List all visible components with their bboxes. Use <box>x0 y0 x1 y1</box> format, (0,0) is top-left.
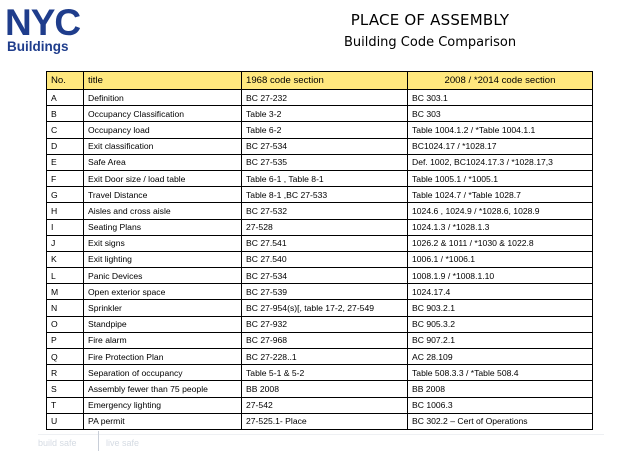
table-row <box>47 154 593 170</box>
row-title-cell: Definition <box>84 90 242 106</box>
row-1968-cell: 27-542 <box>242 397 408 413</box>
row-title-cell: Travel Distance <box>84 187 242 203</box>
table-row <box>47 90 593 106</box>
row-title-cell: Open exterior space <box>84 284 242 300</box>
row-2008-cell: Table 1024.7 / *Table 1028.7 <box>408 187 593 203</box>
table-row <box>47 268 593 284</box>
table-row <box>47 219 593 235</box>
row-no-cell: J <box>47 235 84 251</box>
column-header-2008-2014: 2008 / *2014 code section <box>408 72 593 90</box>
row-no-cell: K <box>47 251 84 267</box>
footer-right-text: live safe <box>106 438 140 448</box>
table-row <box>47 203 593 219</box>
row-title-cell: Assembly fewer than 75 people <box>84 381 242 397</box>
row-2008-cell: Table 1005.1 / *1005.1 <box>408 170 593 186</box>
footer-left-text: build safe <box>38 438 77 448</box>
row-no-cell: M <box>47 284 84 300</box>
row-2008-cell: BC 907.2.1 <box>408 332 593 348</box>
table-row <box>47 332 593 348</box>
row-title-cell: Standpipe <box>84 316 242 332</box>
row-no-cell: L <box>47 268 84 284</box>
row-no-cell: C <box>47 122 84 138</box>
row-no-cell: E <box>47 154 84 170</box>
row-1968-cell: BC 27-532 <box>242 203 408 219</box>
table-row <box>47 122 593 138</box>
row-2008-cell: BC 303 <box>408 106 593 122</box>
row-1968-cell: BC 27-534 <box>242 268 408 284</box>
row-1968-cell: BC 27.541 <box>242 235 408 251</box>
row-1968-cell: BC 27-534 <box>242 138 408 154</box>
column-header-title: title <box>84 72 242 90</box>
row-no-cell: A <box>47 90 84 106</box>
row-title-cell: Sprinkler <box>84 300 242 316</box>
table-row <box>47 187 593 203</box>
row-title-cell: Aisles and cross aisle <box>84 203 242 219</box>
row-title-cell: Occupancy load <box>84 122 242 138</box>
row-1968-cell: BC 27-539 <box>242 284 408 300</box>
table-row <box>47 170 593 186</box>
row-title-cell: Exit lighting <box>84 251 242 267</box>
row-title-cell: Separation of occupancy <box>84 365 242 381</box>
row-no-cell: B <box>47 106 84 122</box>
code-comparison-table <box>46 71 593 430</box>
row-1968-cell: BC 27-954(s)[, table 17-2, 27-549 <box>242 300 408 316</box>
row-2008-cell: BC 903.2.1 <box>408 300 593 316</box>
row-title-cell: PA permit <box>84 413 242 429</box>
row-2008-cell: Table 1004.1.2 / *Table 1004.1.1 <box>408 122 593 138</box>
row-1968-cell: 27-525.1- Place <box>242 413 408 429</box>
row-title-cell: Fire alarm <box>84 332 242 348</box>
row-1968-cell: BC 27-232 <box>242 90 408 106</box>
row-1968-cell: BB 2008 <box>242 381 408 397</box>
logo-buildings-text: Buildings <box>7 39 69 54</box>
row-2008-cell: BC 905.3.2 <box>408 316 593 332</box>
row-title-cell: Exit Door size / load table <box>84 170 242 186</box>
page-subtitle: Building Code Comparison <box>343 35 517 50</box>
row-1968-cell: BC 27-932 <box>242 316 408 332</box>
table-row <box>47 284 593 300</box>
row-2008-cell: BC 302.2 – Cert of Operations <box>408 413 593 429</box>
page-title: PLACE OF ASSEMBLY <box>350 11 510 29</box>
table-row <box>47 316 593 332</box>
footer-divider <box>38 434 604 435</box>
table-row <box>47 235 593 251</box>
table-row <box>47 365 593 381</box>
row-2008-cell: Def. 1002, BC1024.17.3 / *1028.17,3 <box>408 154 593 170</box>
row-2008-cell: 1024.17.4 <box>408 284 593 300</box>
table-row <box>47 138 593 154</box>
row-1968-cell: Table 3-2 <box>242 106 408 122</box>
row-2008-cell: Table 508.3.3 / *Table 508.4 <box>408 365 593 381</box>
row-no-cell: F <box>47 170 84 186</box>
nyc-buildings-logo <box>3 4 123 54</box>
row-1968-cell: 27-528 <box>242 219 408 235</box>
row-title-cell: Exit classification <box>84 138 242 154</box>
row-1968-cell: Table 5-1 & 5-2 <box>242 365 408 381</box>
row-title-cell: Emergency lighting <box>84 397 242 413</box>
row-no-cell: Q <box>47 349 84 365</box>
row-title-cell: Seating Plans <box>84 219 242 235</box>
table-row <box>47 106 593 122</box>
row-2008-cell: BC1024.17 / *1028.17 <box>408 138 593 154</box>
row-1968-cell: Table 8-1 ,BC 27-533 <box>242 187 408 203</box>
row-no-cell: N <box>47 300 84 316</box>
table-body <box>47 90 593 430</box>
row-no-cell: I <box>47 219 84 235</box>
row-2008-cell: BB 2008 <box>408 381 593 397</box>
row-1968-cell: Table 6-2 <box>242 122 408 138</box>
row-2008-cell: 1026.2 & 1011 / *1030 & 1022.8 <box>408 235 593 251</box>
row-no-cell: H <box>47 203 84 219</box>
row-1968-cell: BC 27-228..1 <box>242 349 408 365</box>
footer-separator <box>98 431 99 451</box>
table-row <box>47 251 593 267</box>
table-row <box>47 397 593 413</box>
row-2008-cell: BC 303.1 <box>408 90 593 106</box>
row-no-cell: P <box>47 332 84 348</box>
row-1968-cell: Table 6-1 , Table 8-1 <box>242 170 408 186</box>
row-title-cell: Exit signs <box>84 235 242 251</box>
row-no-cell: D <box>47 138 84 154</box>
row-1968-cell: BC 27-535 <box>242 154 408 170</box>
row-title-cell: Panic Devices <box>84 268 242 284</box>
row-no-cell: S <box>47 381 84 397</box>
row-no-cell: T <box>47 397 84 413</box>
column-header-1968: 1968 code section <box>242 72 408 90</box>
row-no-cell: R <box>47 365 84 381</box>
logo-nyc-text: NYC <box>5 4 81 43</box>
row-no-cell: U <box>47 413 84 429</box>
table-row <box>47 349 593 365</box>
row-2008-cell: 1008.1.9 / *1008.1.10 <box>408 268 593 284</box>
table-row <box>47 300 593 316</box>
title-block <box>300 10 560 52</box>
row-1968-cell: BC 27.540 <box>242 251 408 267</box>
table-row <box>47 381 593 397</box>
column-header-no: No. <box>47 72 84 90</box>
row-no-cell: G <box>47 187 84 203</box>
table-row <box>47 413 593 429</box>
row-no-cell: O <box>47 316 84 332</box>
row-2008-cell: 1024.6 , 1024.9 / *1028.6, 1028.9 <box>408 203 593 219</box>
row-2008-cell: 1024.1.3 / *1028.1.3 <box>408 219 593 235</box>
row-2008-cell: BC 1006.3 <box>408 397 593 413</box>
row-title-cell: Safe Area <box>84 154 242 170</box>
row-1968-cell: BC 27-968 <box>242 332 408 348</box>
row-2008-cell: 1006.1 / *1006.1 <box>408 251 593 267</box>
row-title-cell: Occupancy Classification <box>84 106 242 122</box>
row-title-cell: Fire Protection Plan <box>84 349 242 365</box>
table-header-row <box>47 72 593 90</box>
row-2008-cell: AC 28.109 <box>408 349 593 365</box>
